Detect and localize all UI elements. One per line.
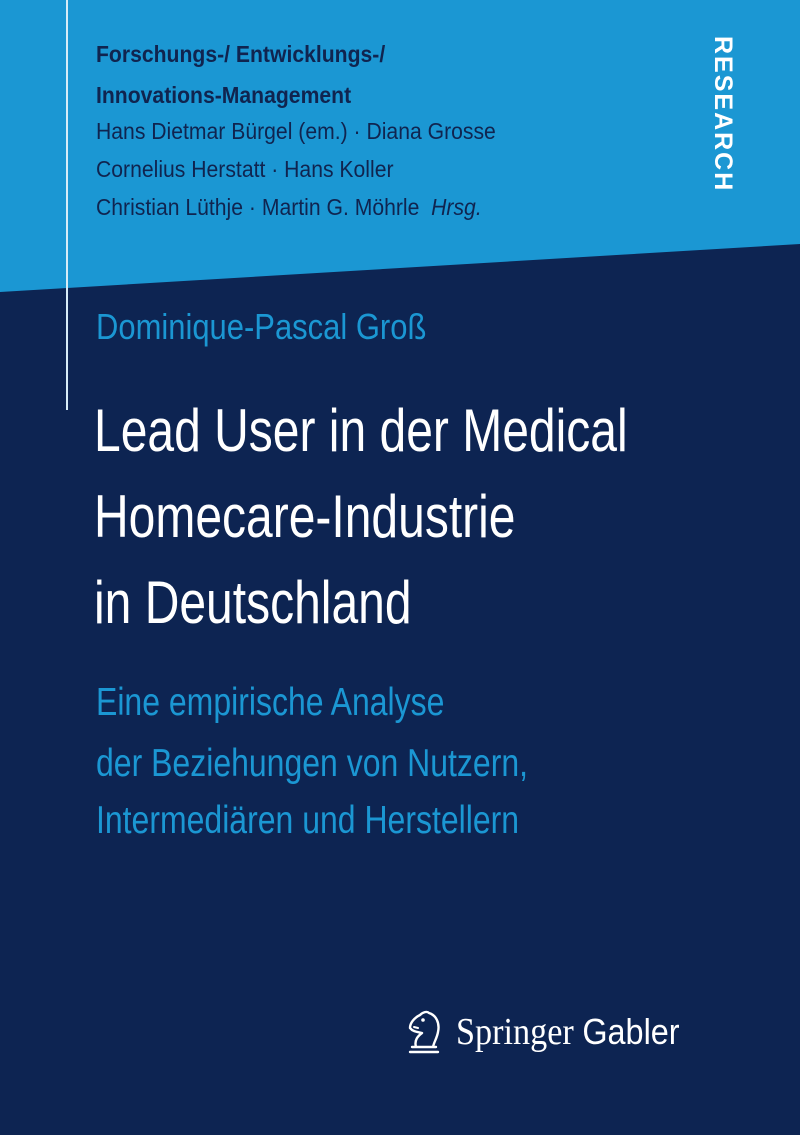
series-title-line-1: Forschungs-/ Entwicklungs-/ bbox=[96, 41, 386, 67]
subtitle-line-3: Intermediären und Herstellern bbox=[96, 799, 520, 842]
research-label: RESEARCH bbox=[709, 36, 737, 193]
subtitle-line-1: Eine empirische Analyse bbox=[96, 681, 445, 724]
subtitle-line-2: der Beziehungen von Nutzern, bbox=[96, 742, 529, 785]
editors-role: Hrsg. bbox=[431, 194, 482, 220]
publisher-imprint: Gabler bbox=[582, 1011, 680, 1052]
divider-line bbox=[66, 0, 68, 410]
book-title-line-2: Homecare-Industrie bbox=[94, 483, 516, 550]
publisher-name bbox=[456, 1010, 680, 1054]
series-title-line-2: Innovations-Management bbox=[96, 82, 352, 108]
editors-line-1: Hans Dietmar Bürgel (em.) · Diana Grosse bbox=[96, 118, 496, 144]
book-title-line-1: Lead User in der Medical bbox=[94, 397, 628, 464]
editors-line-3-names: Christian Lüthje · Martin G. Möhrle bbox=[96, 194, 420, 220]
editors-line-2: Cornelius Herstatt · Hans Koller bbox=[96, 156, 394, 182]
author-name: Dominique-Pascal Groß bbox=[96, 306, 427, 347]
editors-line-3 bbox=[96, 193, 482, 221]
springer-chess-knight-icon bbox=[398, 1006, 450, 1058]
publisher-logo bbox=[398, 1004, 704, 1060]
book-title-line-3: in Deutschland bbox=[94, 569, 412, 636]
publisher-springer: Springer bbox=[456, 1011, 574, 1053]
